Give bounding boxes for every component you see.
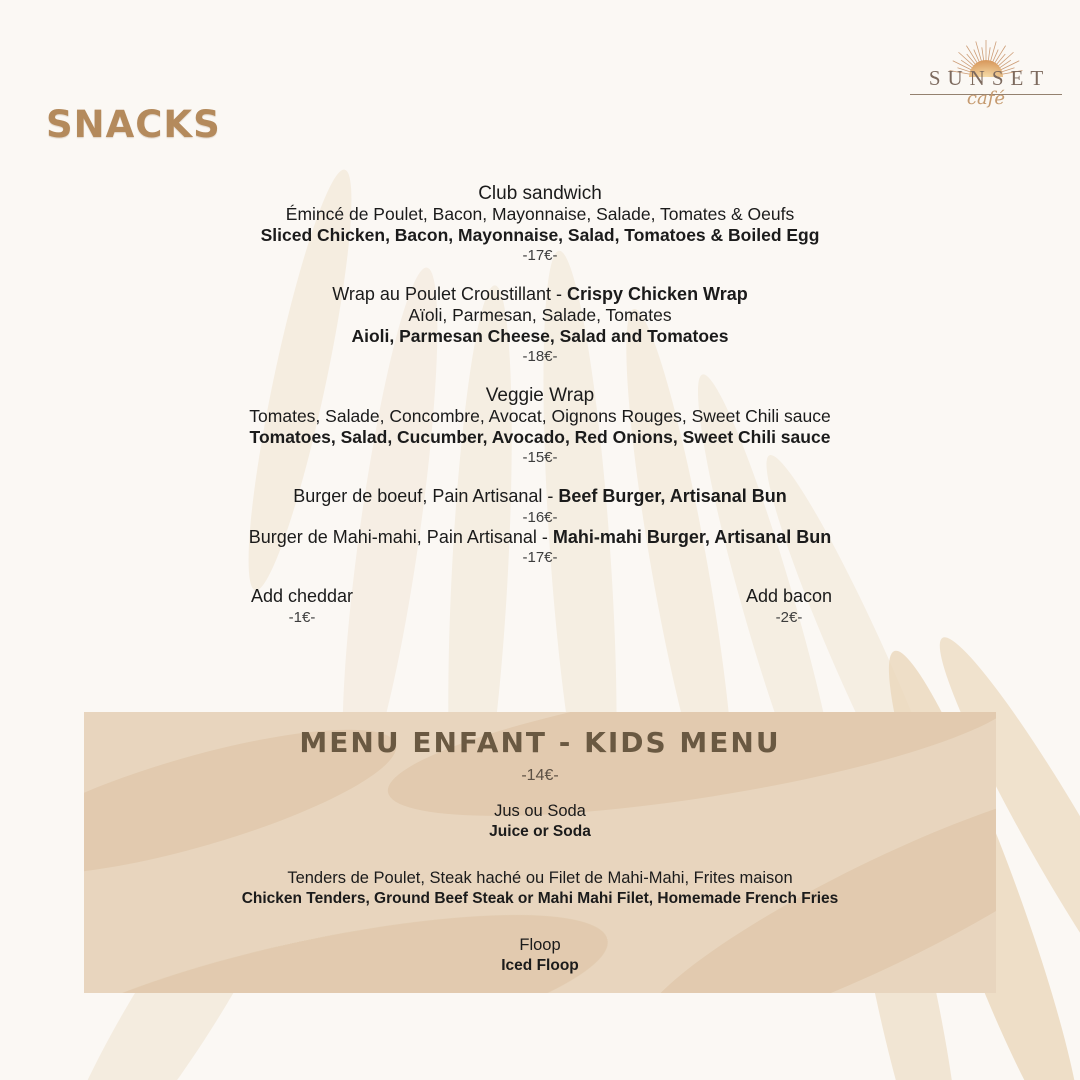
brand-logo: [910, 32, 1062, 109]
addon-label: Add bacon: [745, 586, 833, 606]
burger-beef: [0, 486, 1080, 507]
addon-price: -2€-: [775, 609, 803, 626]
kids-item-drink: [84, 801, 996, 842]
addon-price: -1€-: [288, 609, 316, 626]
item-title-fr: Wrap au Poulet Croustillant -: [332, 284, 568, 304]
burger-mahi-mahi: [0, 527, 1080, 548]
menu-item-veggie-wrap: [0, 385, 1080, 467]
brand-tagline: café: [966, 88, 1006, 109]
item-desc-fr: Aïoli, Parmesan, Salade, Tomates: [408, 305, 672, 325]
kids-item-fr: Tenders de Poulet, Steak haché ou Filet de Mahi-Mahi, Frites maison: [287, 869, 793, 887]
kids-item-fr: Floop: [519, 936, 561, 954]
kids-menu-title: MENU ENFANT - KIDS MENU: [299, 726, 781, 759]
burger-name-fr: Burger de boeuf, Pain Artisanal -: [293, 486, 559, 506]
kids-item-dessert: [84, 935, 996, 976]
item-desc-fr: Émincé de Poulet, Bacon, Mayonnaise, Salade, Tomates & Oeufs: [285, 204, 795, 224]
item-price: -17€-: [522, 247, 558, 264]
menu-item-club-sandwich: [0, 183, 1080, 265]
burger-name-en: Beef Burger, Artisanal Bun: [558, 486, 787, 506]
item-price: -15€-: [522, 449, 558, 466]
item-desc-fr: Tomates, Salade, Concombre, Avocat, Oignons Rouges, Sweet Chili sauce: [249, 406, 831, 426]
item-title-en: Crispy Chicken Wrap: [567, 284, 748, 304]
kids-item-fr: Jus ou Soda: [494, 802, 586, 820]
item-price: -16€-: [522, 508, 558, 526]
page-title: SNACKS: [46, 103, 221, 146]
kids-item-main: [84, 868, 996, 909]
item-title: Club sandwich: [478, 183, 602, 204]
item-price: -17€-: [522, 549, 558, 566]
burger-name-en: Mahi-mahi Burger, Artisanal Bun: [552, 526, 832, 547]
kids-menu-panel: [84, 712, 996, 993]
item-title: Veggie Wrap: [485, 385, 595, 406]
menu-item-burgers: [0, 486, 1080, 567]
item-desc-en: Tomatoes, Salad, Cucumber, Avocado, Red Onions, Sweet Chili sauce: [249, 426, 831, 447]
burger-name-fr: Burger de Mahi-mahi, Pain Artisanal -: [248, 526, 553, 547]
menu-item-crispy-chicken-wrap: [0, 284, 1080, 366]
item-desc-en: Aioli, Parmesan Cheese, Salad and Tomatoes: [351, 325, 729, 346]
addon-cheddar: [152, 585, 452, 627]
item-price: -18€-: [522, 348, 558, 365]
addon-bacon: [639, 585, 939, 627]
item-title: [0, 284, 1080, 305]
kids-menu-price: -14€-: [521, 767, 559, 784]
addon-label: Add cheddar: [250, 586, 354, 606]
brand-name: SUNSET: [928, 66, 1051, 90]
kids-item-en: Juice or Soda: [489, 823, 591, 840]
item-desc-en: Sliced Chicken, Bacon, Mayonnaise, Salad, Tomatoes & Boiled Egg: [260, 224, 820, 245]
kids-item-en: Chicken Tenders, Ground Beef Steak or Mahi Mahi Filet, Homemade French Fries: [241, 890, 839, 907]
kids-item-en: Iced Floop: [501, 957, 579, 974]
